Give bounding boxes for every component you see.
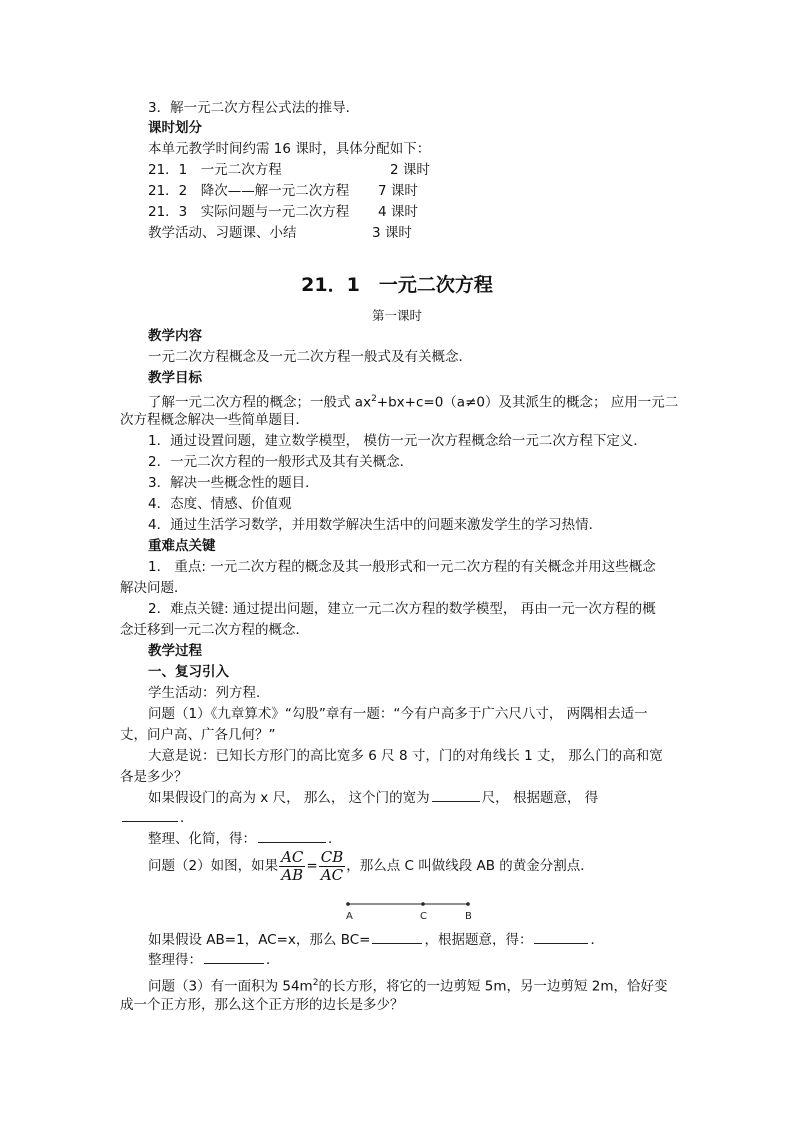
goal-text: +bx+c=0（a≠0）及其派生的概念； 应用一元二 (376, 394, 679, 411)
content-text: 一元二次方程概念及一元二次方程一般式及有关概念． (148, 349, 472, 365)
key-point: 解决问题． (120, 580, 188, 596)
schedule-hours: 7 课时 (378, 183, 418, 199)
question-text: 尺， 根据题意， 得 (481, 790, 599, 806)
section-title: 21．1 一元二次方程 (301, 274, 493, 296)
question-text: 大意是说：已知长方形门的高比宽多 6 尺 8 寸，门的对角线长 1 丈， 那么门的高和宽 (148, 748, 663, 764)
answer-blank (372, 930, 422, 944)
schedule-section: 教学活动、习题课、小结 (148, 225, 297, 241)
key-point: 2．难点关键: 通过提出问题，建立一元二次方程的数学模型， 再由一元一次方程的概 (148, 601, 656, 617)
period-text: ． (590, 932, 604, 948)
schedule-row (148, 181, 418, 201)
heading-key-points: 重难点关键 (148, 538, 216, 554)
answer-blank (204, 950, 264, 964)
question-text: ，那么点 C 叫做线段 AB 的黄金分割点． (346, 858, 594, 874)
schedule-hours: 2 课时 (390, 162, 430, 178)
question-text: 问题（2）如图，如果 (148, 858, 279, 874)
schedule-section: 21．3 实际问题与一元二次方程 (148, 204, 350, 220)
point-b-dot (466, 902, 470, 906)
schedule-row (148, 223, 412, 243)
section-subtitle: 第一课时 (371, 308, 422, 323)
period-text: ． (328, 831, 342, 847)
answer-blank (534, 930, 588, 944)
period-text: ． (266, 952, 280, 968)
question-text: 问题（3）有一面积为 54m (148, 978, 313, 995)
question-line (148, 788, 598, 808)
key-point: 1． 重点: 一元二次方程的概念及其一般形式和一元二次方程的有关概念并用这些概念 (148, 559, 656, 575)
question-text: 成一个正方形，那么这个正方形的边长是多少？ (120, 997, 404, 1013)
fraction-numerator: CB (320, 847, 344, 866)
derivation-line: 3．解一元二次方程公式法的推导． (148, 100, 360, 116)
fraction-cb-ac (319, 849, 346, 884)
question-line (148, 930, 604, 950)
schedule-hours: 4 课时 (378, 204, 418, 220)
goal-item: 4．通过生活学习数学，并用数学解决生活中的问题来激发学生的学习热情． (148, 517, 603, 533)
schedule-intro: 本单元教学时间约需 16 课时，具体分配如下： (148, 141, 431, 157)
question-text: 丈，问户高、广各几何？” (120, 727, 276, 743)
question-text: 的长方形，将它的一边剪短 5m，另一边剪短 2m，恰好变 (318, 978, 668, 995)
question-text: 如果假设门的高为 x 尺， 那么， 这个门的宽为 (148, 790, 430, 806)
question-line (148, 950, 280, 970)
answer-blank (258, 829, 326, 843)
question-line (120, 808, 194, 828)
goal-text: 了解一元二次方程的概念；一般式 ax (148, 394, 372, 411)
goal-text: 次方程概念解决一些简单题目． (120, 412, 309, 428)
schedule-section: 21．1 一元二次方程 (148, 162, 282, 178)
fraction-denominator: AC (320, 865, 344, 884)
question-text: 如果假设 AB=1，AC=x，那么 BC= (148, 932, 371, 948)
question-text: 整理得： (148, 952, 202, 968)
question-text: 整理、化简，得： (148, 831, 256, 847)
goal-superscript: 2 (371, 394, 377, 404)
schedule-row (148, 202, 418, 222)
question-line (148, 973, 668, 997)
fraction-denominator: AB (281, 865, 304, 884)
point-b-label: B (465, 911, 472, 922)
key-point: 念迁移到一元二次方程的概念． (120, 622, 309, 638)
activity-text: 学生活动：列方程． (148, 685, 270, 701)
point-c-label: C (420, 911, 427, 922)
goal-paragraph (148, 389, 678, 413)
goal-item: 1．通过设置问题，建立数学模型， 模仿一元一次方程概念给一元二次方程下定义． (148, 433, 647, 449)
heading-process: 教学过程 (148, 643, 202, 659)
equals-sign: = (306, 858, 318, 874)
goal-item: 2．一元二次方程的一般形式及其有关概念． (148, 454, 414, 470)
golden-section-question (148, 846, 594, 886)
answer-blank (432, 788, 480, 802)
area-superscript: 2 (312, 978, 319, 988)
question-text: ，根据题意，得： (424, 932, 533, 948)
schedule-hours: 3 课时 (372, 225, 412, 241)
heading-review: 一、复习引入 (148, 664, 229, 680)
heading-content: 教学内容 (148, 328, 202, 344)
segment-diagram (340, 898, 480, 924)
point-a-dot (346, 902, 350, 906)
point-c-dot (421, 902, 425, 906)
answer-blank (122, 808, 178, 822)
question-text: 各是多少？ (120, 769, 188, 785)
goal-item: 4．态度、情感、价值观 (148, 496, 292, 512)
fraction-numerator: AC (281, 847, 304, 866)
heading-schedule: 课时划分 (148, 120, 202, 136)
fraction-ac-ab (279, 849, 305, 884)
schedule-section: 21．2 降次——解一元二次方程 (148, 183, 350, 199)
point-a-label: A (346, 911, 353, 922)
schedule-row (148, 160, 430, 180)
period-text: ． (180, 810, 194, 826)
heading-goals: 教学目标 (148, 370, 202, 386)
goal-item: 3．解决一些概念性的题目． (148, 475, 319, 491)
question-text: 问题（1）《九章算术》“勾股”章有一题：“今有户高多于广六尺八寸， 两隅相去适一 (148, 706, 648, 722)
